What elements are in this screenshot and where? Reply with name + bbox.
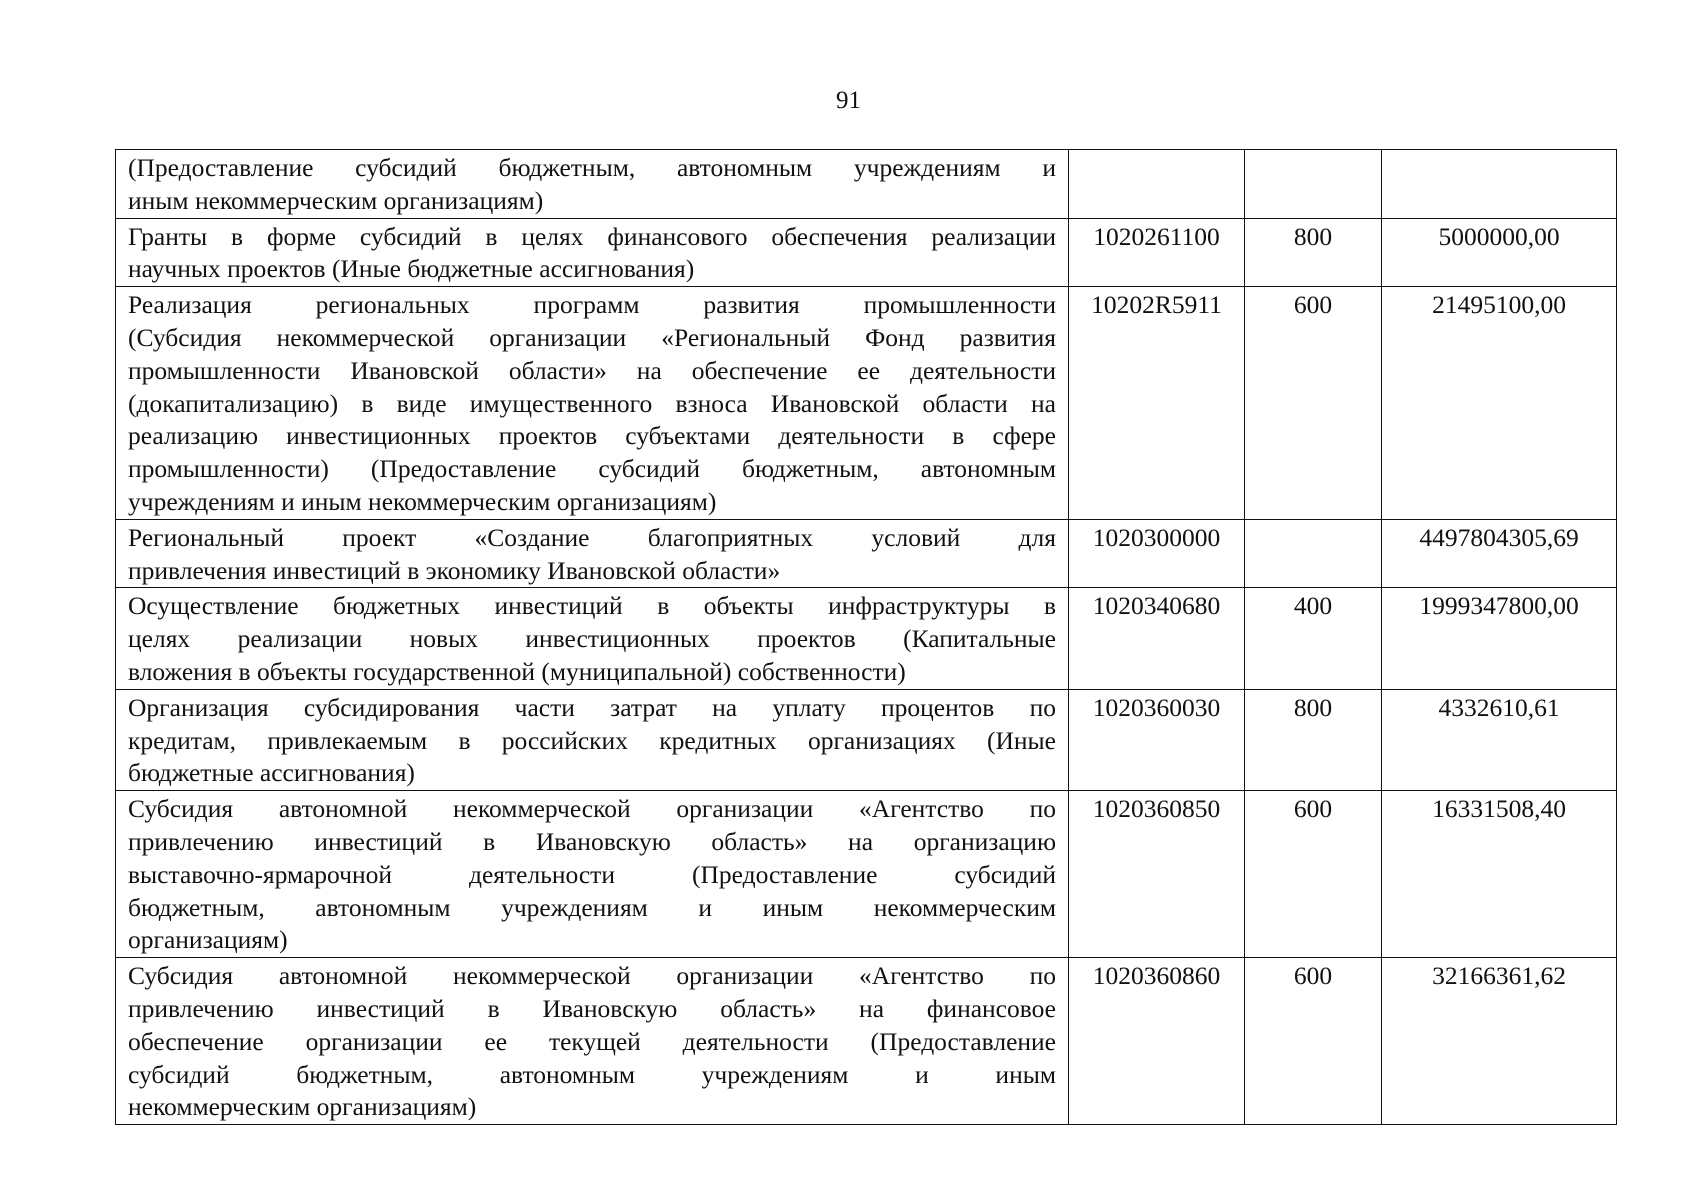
expense-name-cell [116,519,1069,588]
expense-name-cell [116,791,1069,958]
table-row [116,689,1617,790]
expense-name-line: иным некоммерческим организациям) [128,185,544,215]
expense-name-line: бюджетные ассигнования) [128,758,415,788]
expense-name-line: субсидий бюджетным, автономным учреждениям и иным [128,1059,1056,1089]
expense-name-line: Осуществление бюджетных инвестиций в объекты инфраструктуры в [128,591,1056,621]
expense-name-line: кредитам, привлекаемым в российских кредитных организациях (Иные [128,725,1056,755]
expense-name-line: Гранты в форме субсидий в целях финансового обеспечения реализации [128,221,1056,251]
expense-type-cell: 600 [1245,791,1382,958]
amount-cell [1382,150,1617,219]
target-code-cell: 1020360850 [1069,791,1245,958]
target-code-cell: 10202R5911 [1069,287,1245,520]
target-code-cell: 1020300000 [1069,519,1245,588]
expense-name-line: научных проектов (Иные бюджетные ассигнования) [128,254,695,284]
expense-name-line: Субсидия автономной некоммерческой организации «Агентство по [128,961,1056,991]
target-code-cell: 1020261100 [1069,218,1245,287]
expense-name-line: обеспечение организации ее текущей деятельности (Предоставление [128,1026,1056,1056]
expense-name-line: учреждениям и иным некоммерческим организациям) [128,486,717,516]
expense-name-line: Субсидия автономной некоммерческой организации «Агентство по [128,794,1056,824]
expense-name-cell [116,958,1069,1125]
expense-name-line: Региональный проект «Создание благоприятных условий для [128,522,1056,552]
expense-name-cell [116,150,1069,219]
expense-name-line: выставочно-ярмарочной деятельности (Предоставление субсидий [128,859,1056,889]
amount-cell: 1999347800,00 [1382,588,1617,689]
expense-type-cell: 600 [1245,287,1382,520]
expense-name-line: бюджетным, автономным учреждениям и иным некоммерческим [128,892,1056,922]
table-row [116,218,1617,287]
expense-name-line: Организация субсидирования части затрат на уплату процентов по [128,692,1056,722]
expense-name-line: привлечению инвестиций в Ивановскую область» на организацию [128,826,1056,856]
amount-cell: 5000000,00 [1382,218,1617,287]
target-code-cell: 1020340680 [1069,588,1245,689]
expense-type-cell: 600 [1245,958,1382,1125]
expense-name-cell [116,287,1069,520]
amount-cell: 4497804305,69 [1382,519,1617,588]
expense-type-cell: 800 [1245,218,1382,287]
expense-name-line: реализацию инвестиционных проектов субъектами деятельности в сфере [128,421,1056,451]
amount-cell: 21495100,00 [1382,287,1617,520]
expense-type-cell [1245,519,1382,588]
expense-name-line: целях реализации новых инвестиционных проектов (Капитальные [128,624,1056,654]
table-row [116,958,1617,1125]
expense-name-cell [116,588,1069,689]
amount-cell: 16331508,40 [1382,791,1617,958]
budget-allocation-table [115,149,1617,1125]
expense-name-line: (Субсидия некоммерческой организации «Региональный Фонд развития [128,322,1056,352]
expense-name-line: промышленности) (Предоставление субсидий бюджетным, автономным [128,454,1056,484]
expense-name-line: привлечения инвестиций в экономику Ивановской области» [128,555,781,585]
expense-type-cell [1245,150,1382,219]
expense-name-line: промышленности Ивановской области» на обеспечение ее деятельности [128,355,1056,385]
target-code-cell [1069,150,1245,219]
target-code-cell: 1020360860 [1069,958,1245,1125]
expense-name-line: (докапитализацию) в виде имущественного взноса Ивановской области на [128,388,1056,418]
table-row [116,287,1617,520]
expense-name-line: Реализация региональных программ развития промышленности [128,290,1056,320]
amount-cell: 32166361,62 [1382,958,1617,1125]
expense-name-line: (Предоставление субсидий бюджетным, автономным учреждениям и [128,153,1056,182]
page-number: 91 [836,87,861,114]
target-code-cell: 1020360030 [1069,689,1245,790]
table-row [116,519,1617,588]
table-row [116,588,1617,689]
expense-name-line: некоммерческим организациям) [128,1092,477,1122]
expense-name-line: привлечению инвестиций в Ивановскую область» на финансовое [128,993,1056,1023]
expense-name-line: организациям) [128,925,288,955]
amount-cell: 4332610,61 [1382,689,1617,790]
expense-type-cell: 400 [1245,588,1382,689]
expense-name-cell [116,218,1069,287]
table-body [116,150,1617,1125]
expense-name-cell [116,689,1069,790]
expense-name-line: вложения в объекты государственной (муниципальной) собственности) [128,656,906,686]
table-row [116,791,1617,958]
table-row [116,150,1617,219]
expense-type-cell: 800 [1245,689,1382,790]
